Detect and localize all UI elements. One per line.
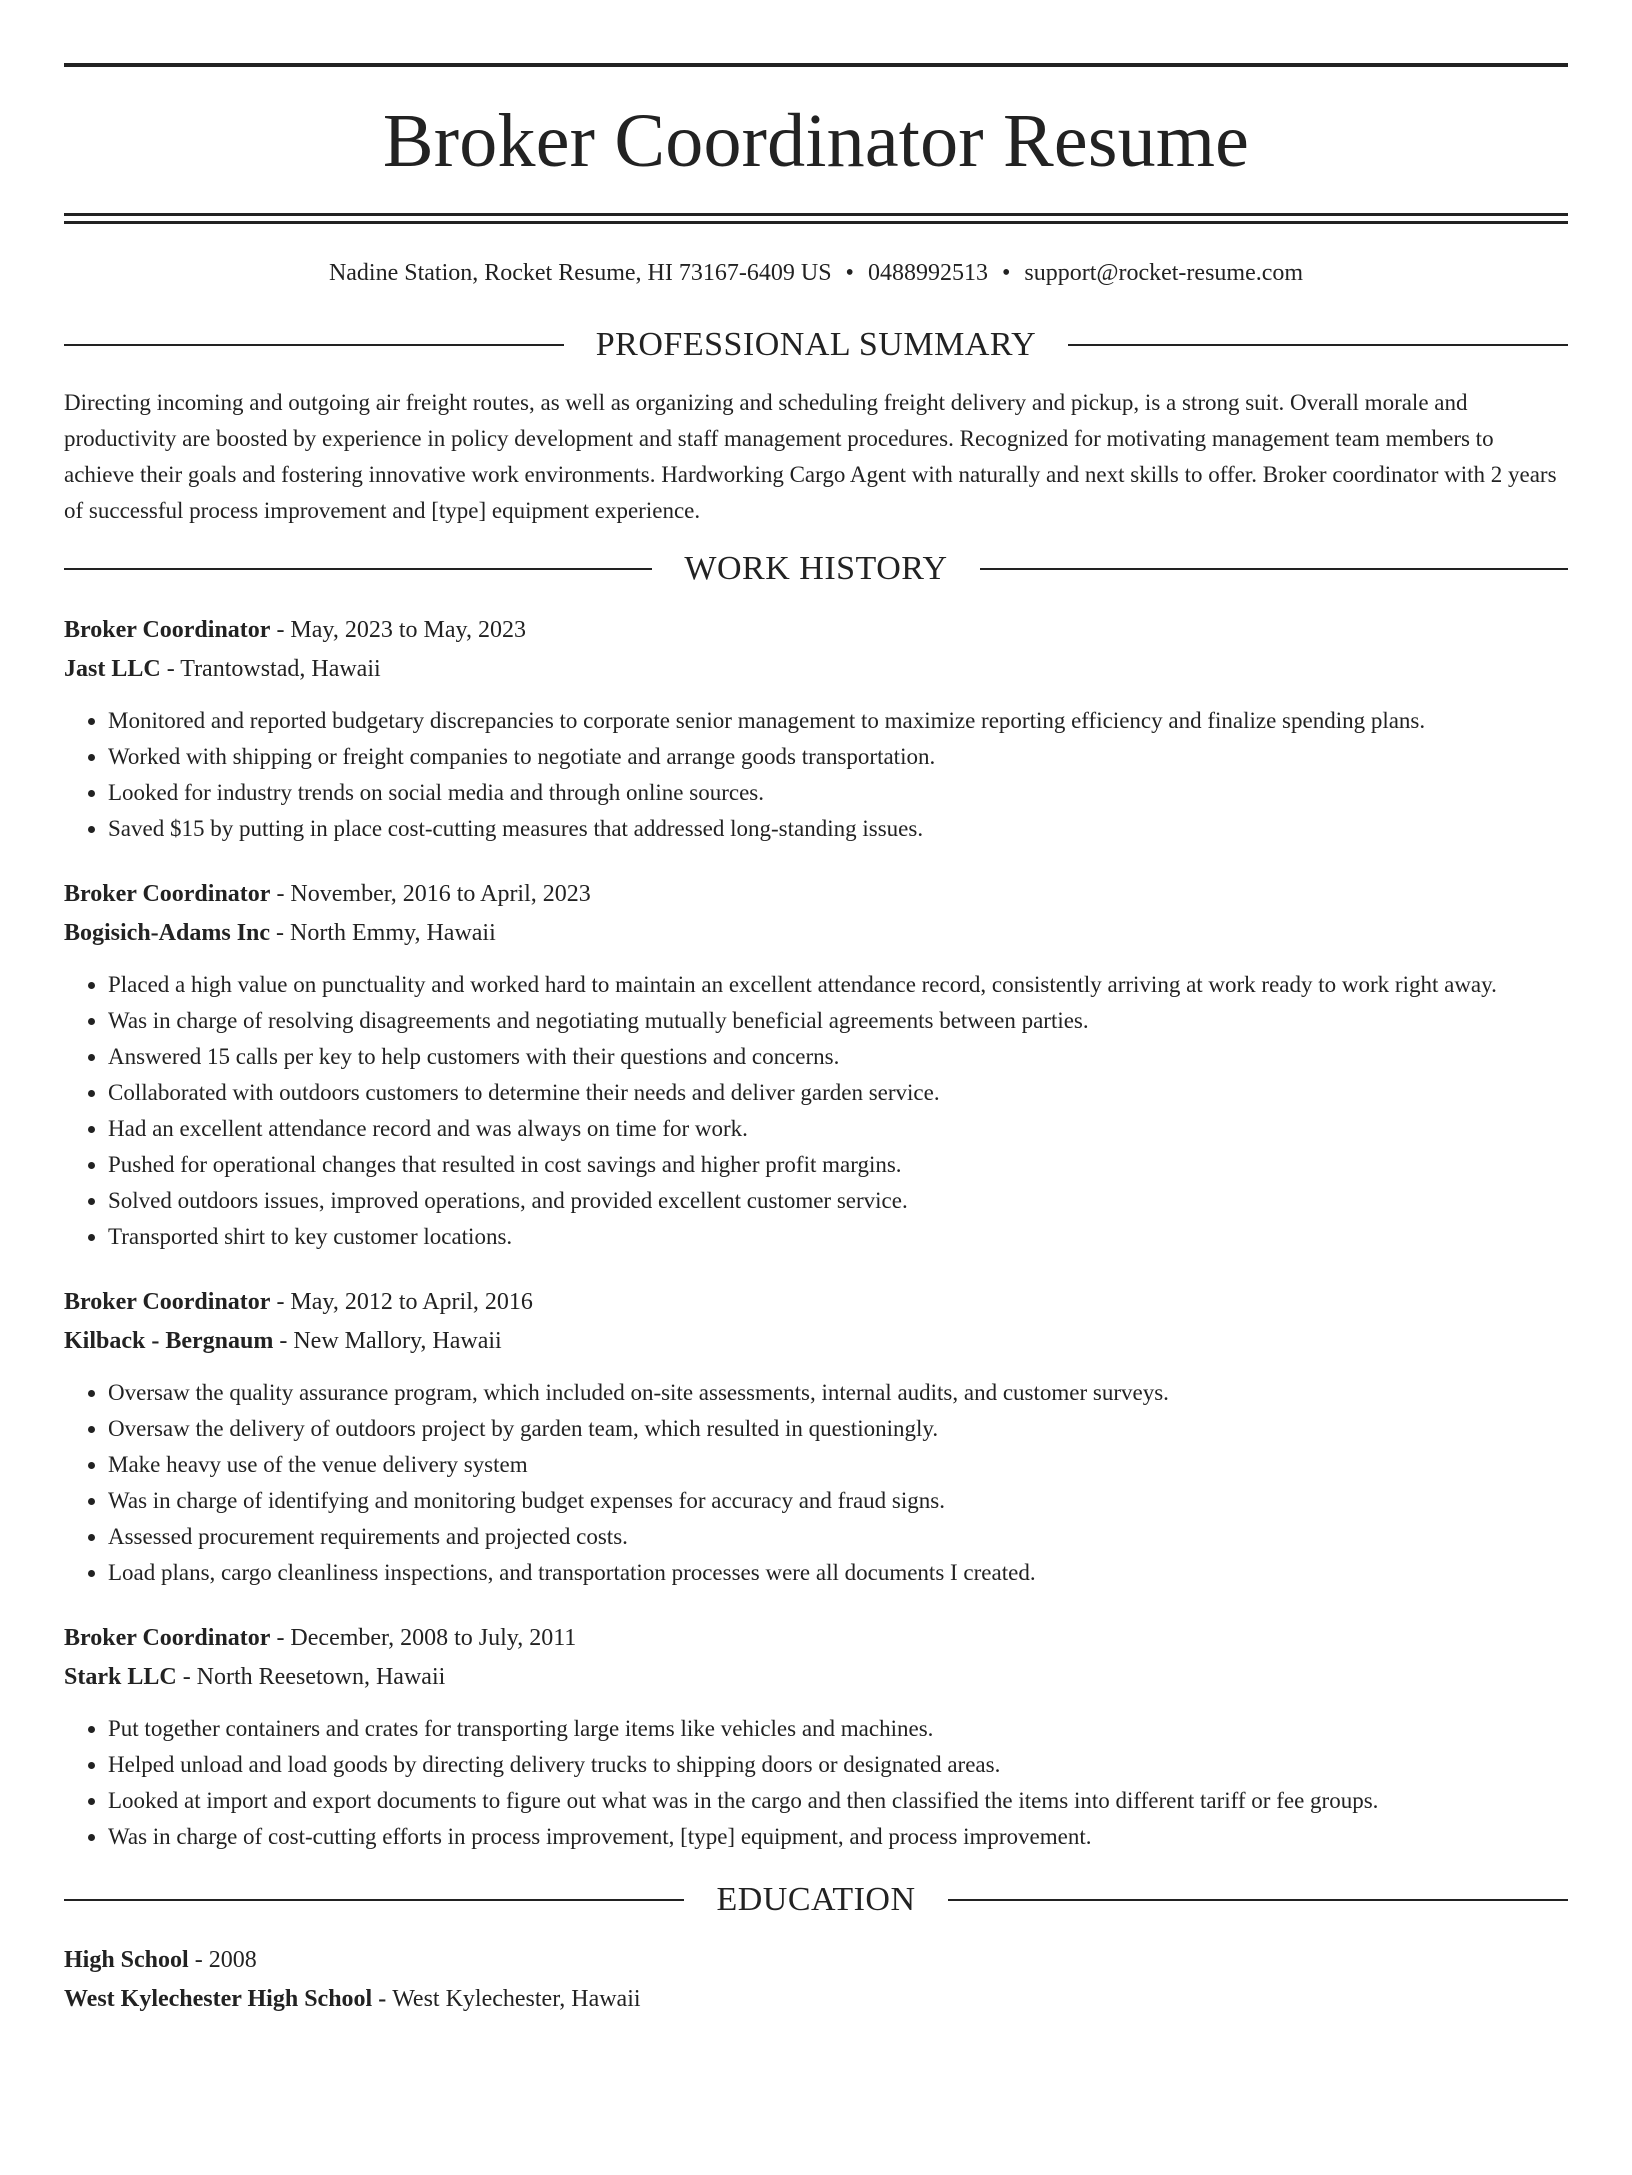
education-school-line <box>64 1980 1568 2019</box>
section-heading-education <box>64 1880 1568 1920</box>
heading-rule <box>64 1899 684 1901</box>
education-location: West Kylechester, Hawaii <box>392 1986 641 2012</box>
work-history-list <box>64 611 1568 1855</box>
job-bullet: • Had an excellent attendance record and was always on time for work. <box>108 1111 1568 1147</box>
job-bullet: • Looked at import and export documents to figure out what was in the cargo and then classified the items into different tariff or fee groups. <box>108 1783 1568 1819</box>
education-degree-line <box>64 1941 1568 1980</box>
job-bullet-list <box>64 1711 1568 1855</box>
job-bullet-list <box>64 967 1568 1255</box>
job-title: Broker Coordinator <box>64 1289 271 1315</box>
job-company-line <box>64 1658 1568 1697</box>
resume-page <box>0 63 1632 2175</box>
job-location: - North Reesetown, Hawaii <box>176 1664 446 1690</box>
job-bullet-list <box>64 703 1568 847</box>
section-heading-work <box>64 549 1568 589</box>
job-bullet: • Answered 15 calls per key to help customers with their questions and concerns. <box>108 1039 1568 1075</box>
heading-rule <box>980 568 1568 570</box>
section-heading-summary <box>64 325 1568 365</box>
job-company: Stark LLC <box>64 1664 177 1690</box>
heading-rule <box>64 568 652 570</box>
education-year: - 2008 <box>188 1947 257 1973</box>
job-bullet: • Solved outdoors issues, improved operations, and provided excellent customer service. <box>108 1183 1568 1219</box>
job-location: - North Emmy, Hawaii <box>270 920 496 946</box>
job-title-line <box>64 875 1568 914</box>
job-bullet: • Looked for industry trends on social media and through online sources. <box>108 775 1568 811</box>
job-bullet: • Was in charge of identifying and monitoring budget expenses for accuracy and fraud signs. <box>108 1483 1568 1519</box>
job-company-line <box>64 914 1568 953</box>
heading-rule <box>64 344 564 346</box>
education-entry <box>64 1941 1568 2019</box>
job-entry <box>64 1619 1568 1855</box>
job-bullet-list <box>64 1375 1568 1591</box>
job-bullet: • Collaborated with outdoors customers to determine their needs and deliver garden service. <box>108 1075 1568 1111</box>
contact-phone: 0488992513 <box>867 260 988 286</box>
job-company-line <box>64 650 1568 689</box>
job-bullet: • Pushed for operational changes that resulted in cost savings and higher profit margins. <box>108 1147 1568 1183</box>
job-dates: - May, 2023 to May, 2023 <box>270 617 526 643</box>
job-company: Kilback - Bergnaum <box>64 1328 274 1354</box>
education-separator: - <box>372 1986 393 2012</box>
job-dates: - November, 2016 to April, 2023 <box>270 881 591 907</box>
section-heading-label: EDUCATION <box>716 1881 916 1918</box>
job-bullet: • Transported shirt to key customer locations. <box>108 1219 1568 1255</box>
job-title: Broker Coordinator <box>64 1625 271 1651</box>
job-bullet: • Oversaw the delivery of outdoors project by garden team, which resulted in questioningly. <box>108 1411 1568 1447</box>
contact-line <box>64 258 1568 288</box>
job-location: - Trantowstad, Hawaii <box>160 656 381 682</box>
education-school: West Kylechester High School <box>64 1986 373 2012</box>
title-double-rule <box>64 213 1568 224</box>
job-title-line <box>64 1283 1568 1322</box>
job-title: Broker Coordinator <box>64 617 271 643</box>
job-bullet: • Helped unload and load goods by directing delivery trucks to shipping doors or designated areas. <box>108 1747 1568 1783</box>
job-bullet: • Load plans, cargo cleanliness inspections, and transportation processes were all documents I created. <box>108 1555 1568 1591</box>
job-bullet: • Was in charge of cost-cutting efforts in process improvement, [type] equipment, and process improvement. <box>108 1819 1568 1855</box>
job-bullet: • Put together containers and crates for transporting large items like vehicles and machines. <box>108 1711 1568 1747</box>
heading-rule <box>948 1899 1568 1901</box>
job-entry <box>64 1283 1568 1591</box>
heading-rule <box>1068 344 1568 346</box>
summary-text: Directing incoming and outgoing air freight routes, as well as organizing and scheduling freight delivery and pickup, is a strong suit. Overall morale and productivity are boosted by experience in policy development and staff management procedures. Recognized for motivating management team members to achieve their goals and fostering innovative work environments. Hardworking Cargo Agent with naturally and next skills to offer. Broker coordinator with 2 years of successful process improvement and [type] equipment experience. <box>64 390 1557 523</box>
job-title-line <box>64 611 1568 650</box>
job-bullet: • Oversaw the quality assurance program, which included on-site assessments, internal audits, and customer surveys. <box>108 1375 1568 1411</box>
job-company: Jast LLC <box>64 656 161 682</box>
contact-separator: • <box>845 260 854 286</box>
job-company-line <box>64 1322 1568 1361</box>
section-heading-label: WORK HISTORY <box>684 550 948 587</box>
contact-email: support@rocket-resume.com <box>1024 260 1304 286</box>
job-bullet: • Was in charge of resolving disagreements and negotiating mutually beneficial agreements between parties. <box>108 1003 1568 1039</box>
job-bullet: • Assessed procurement requirements and projected costs. <box>108 1519 1568 1555</box>
job-title: Broker Coordinator <box>64 881 271 907</box>
resume-title: Broker Coordinator Resume <box>382 99 1250 183</box>
job-title-line <box>64 1619 1568 1658</box>
job-bullet: • Monitored and reported budgetary discrepancies to corporate senior management to maximize reporting efficiency and finalize spending plans. <box>108 703 1568 739</box>
job-bullet: • Saved $15 by putting in place cost-cutting measures that addressed long-standing issues. <box>108 811 1568 847</box>
job-bullet: • Placed a high value on punctuality and worked hard to maintain an excellent attendance record, consistently arriving at work ready to work right away. <box>108 967 1568 1003</box>
education-degree: High School <box>64 1947 189 1973</box>
job-dates: - December, 2008 to July, 2011 <box>270 1625 577 1651</box>
job-company: Bogisich-Adams Inc <box>64 920 271 946</box>
contact-separator: • <box>1001 260 1011 286</box>
top-rule <box>64 63 1568 67</box>
contact-address: Nadine Station, Rocket Resume, HI 73167-6409 US <box>328 260 832 286</box>
job-entry <box>64 611 1568 847</box>
job-entry <box>64 875 1568 1255</box>
section-heading-label: PROFESSIONAL SUMMARY <box>595 326 1037 363</box>
job-bullet: • Worked with shipping or freight companies to negotiate and arrange goods transportation. <box>108 739 1568 775</box>
job-bullet: • Make heavy use of the venue delivery system <box>108 1447 1568 1483</box>
job-dates: - May, 2012 to April, 2016 <box>270 1289 533 1315</box>
job-location: - New Mallory, Hawaii <box>273 1328 502 1354</box>
